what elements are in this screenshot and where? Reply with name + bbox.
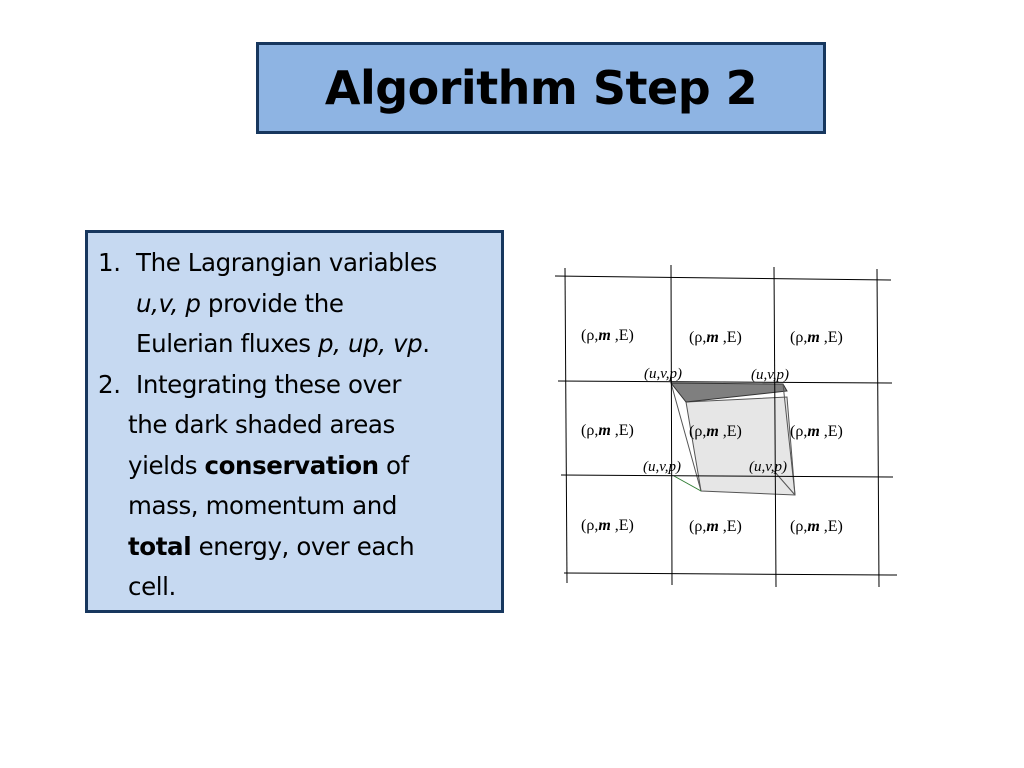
list-number-1: 1. bbox=[98, 248, 121, 277]
text-period: . bbox=[422, 329, 430, 358]
line-2-5 bbox=[128, 527, 498, 568]
text-provide-the: provide the bbox=[200, 288, 344, 318]
line-2-3 bbox=[128, 446, 498, 487]
cell-label-1-2: (ρ,m ,E) bbox=[689, 329, 742, 346]
grid-line-h-top bbox=[555, 276, 891, 280]
uvp-label-bottom-right: (u,v,p) bbox=[749, 459, 788, 475]
text-eulerian-fluxes: Eulerian fluxes bbox=[136, 329, 319, 358]
title-box bbox=[256, 42, 826, 134]
text-uvp: u,v, p bbox=[136, 288, 201, 318]
line-2-6 bbox=[128, 567, 498, 608]
cell-label-3-2: (ρ,m ,E) bbox=[689, 518, 742, 535]
text-energy-over-each: energy, over each bbox=[191, 531, 415, 561]
cell-label-3-1: (ρ,m ,E) bbox=[581, 517, 634, 534]
line-1-1 bbox=[136, 243, 498, 284]
list-item-2-body bbox=[98, 365, 498, 608]
text-integrating: Integrating these over bbox=[136, 369, 402, 399]
line-2-4 bbox=[128, 486, 498, 527]
list-item-2 bbox=[98, 365, 498, 608]
cell-label-1-3: (ρ,m ,E) bbox=[790, 329, 843, 346]
text-lagrangian-variables: The Lagrangian variables bbox=[136, 248, 437, 277]
text-total: total bbox=[128, 531, 192, 561]
uvp-label-top-right: (u,v,p) bbox=[751, 367, 790, 383]
cell-label-2-3: (ρ,m ,E) bbox=[790, 423, 843, 440]
line-1-3 bbox=[136, 324, 498, 365]
grid-diagram-svg bbox=[555, 265, 900, 590]
grid-line-v-2 bbox=[671, 265, 672, 585]
list-number-2: 2. bbox=[98, 369, 121, 399]
text-dark-shaded: the dark shaded areas bbox=[128, 410, 395, 439]
cell-label-3-3: (ρ,m ,E) bbox=[790, 518, 843, 535]
line-2-2 bbox=[128, 405, 498, 446]
text-of: of bbox=[378, 450, 409, 480]
list-item-1 bbox=[98, 243, 498, 365]
uvp-label-top-left: (u,v,p) bbox=[644, 366, 683, 382]
grid-line-v-right bbox=[877, 269, 879, 587]
grid-line-h-2 bbox=[558, 381, 892, 383]
text-cell: cell. bbox=[128, 572, 176, 601]
cell-label-2-1: (ρ,m ,E) bbox=[581, 422, 634, 439]
grid-diagram bbox=[555, 265, 900, 590]
light-shaded-region bbox=[686, 397, 795, 495]
grid-line-h-bottom bbox=[564, 573, 897, 575]
text-conservation: conservation bbox=[204, 450, 379, 480]
page-title: Algorithm Step 2 bbox=[324, 61, 758, 115]
numbered-list bbox=[98, 243, 498, 608]
list-item-1-body bbox=[98, 243, 498, 365]
line-1-2 bbox=[136, 284, 498, 325]
cell-labels bbox=[581, 327, 843, 535]
grid-line-v-left bbox=[565, 268, 567, 583]
uvp-label-bottom-left: (u,v,p) bbox=[643, 459, 682, 475]
cell-label-2-2: (ρ,m ,E) bbox=[689, 423, 742, 440]
explanation-box bbox=[85, 230, 504, 613]
text-mass-momentum: mass, momentum and bbox=[128, 491, 397, 520]
text-yields: yields bbox=[128, 450, 205, 480]
text-fluxes-symbols: p, up, vp bbox=[318, 329, 423, 358]
line-2-1 bbox=[136, 365, 498, 406]
cell-label-1-1: (ρ,m ,E) bbox=[581, 327, 634, 344]
